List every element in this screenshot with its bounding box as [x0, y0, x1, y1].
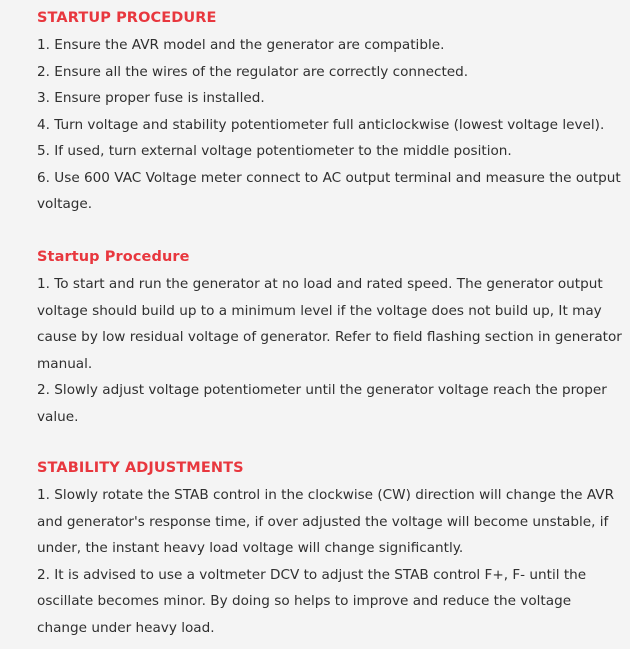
section-heading: Startup Procedure	[37, 249, 190, 265]
section-heading: STARTUP PROCEDURE	[37, 10, 217, 26]
list-item: 5. If used, turn external voltage potentiometer to the middle position.	[37, 143, 512, 159]
list-item: 2. Ensure all the wires of the regulator are correctly connected.	[37, 63, 469, 80]
list-item: 2. It is advised to use a voltmeter DCV to adjust the STAB control F+, F- until the oscillate becomes minor. By doing so helps to improve and reduce the voltage change under heavy load.	[37, 566, 587, 636]
list-item: 1. Ensure the AVR model and the generator are compatible.	[37, 37, 445, 53]
list-item: 2. Slowly adjust voltage potentiometer until the generator voltage reach the proper value.	[37, 382, 607, 425]
list-item: 3. Ensure proper fuse is installed.	[37, 90, 265, 106]
list-item: 4. Turn voltage and stability potentiometer full anticlockwise (lowest voltage level).	[37, 116, 605, 133]
section-heading: STABILITY ADJUSTMENTS	[37, 460, 244, 476]
startup-procedure-section	[37, 8, 622, 218]
startup-procedure-detail-section	[37, 247, 622, 430]
list-item: 1. To start and run the generator at no load and rated speed. The generator output voltage should build up to a minimum level if the voltage does not build up, It may cause by low residual voltage of generator. Refer to field flashing section in generator manual.	[37, 276, 622, 372]
list-item: 6. Use 600 VAC Voltage meter connect to AC output terminal and measure the output voltage.	[37, 169, 621, 212]
list-item: 1. Slowly rotate the STAB control in the clockwise (CW) direction will change the AVR and generator's response time, if over adjusted the voltage will become unstable, if under, the instant heavy load voltage will change significantly.	[37, 487, 615, 556]
stability-adjustments-section	[37, 458, 622, 641]
